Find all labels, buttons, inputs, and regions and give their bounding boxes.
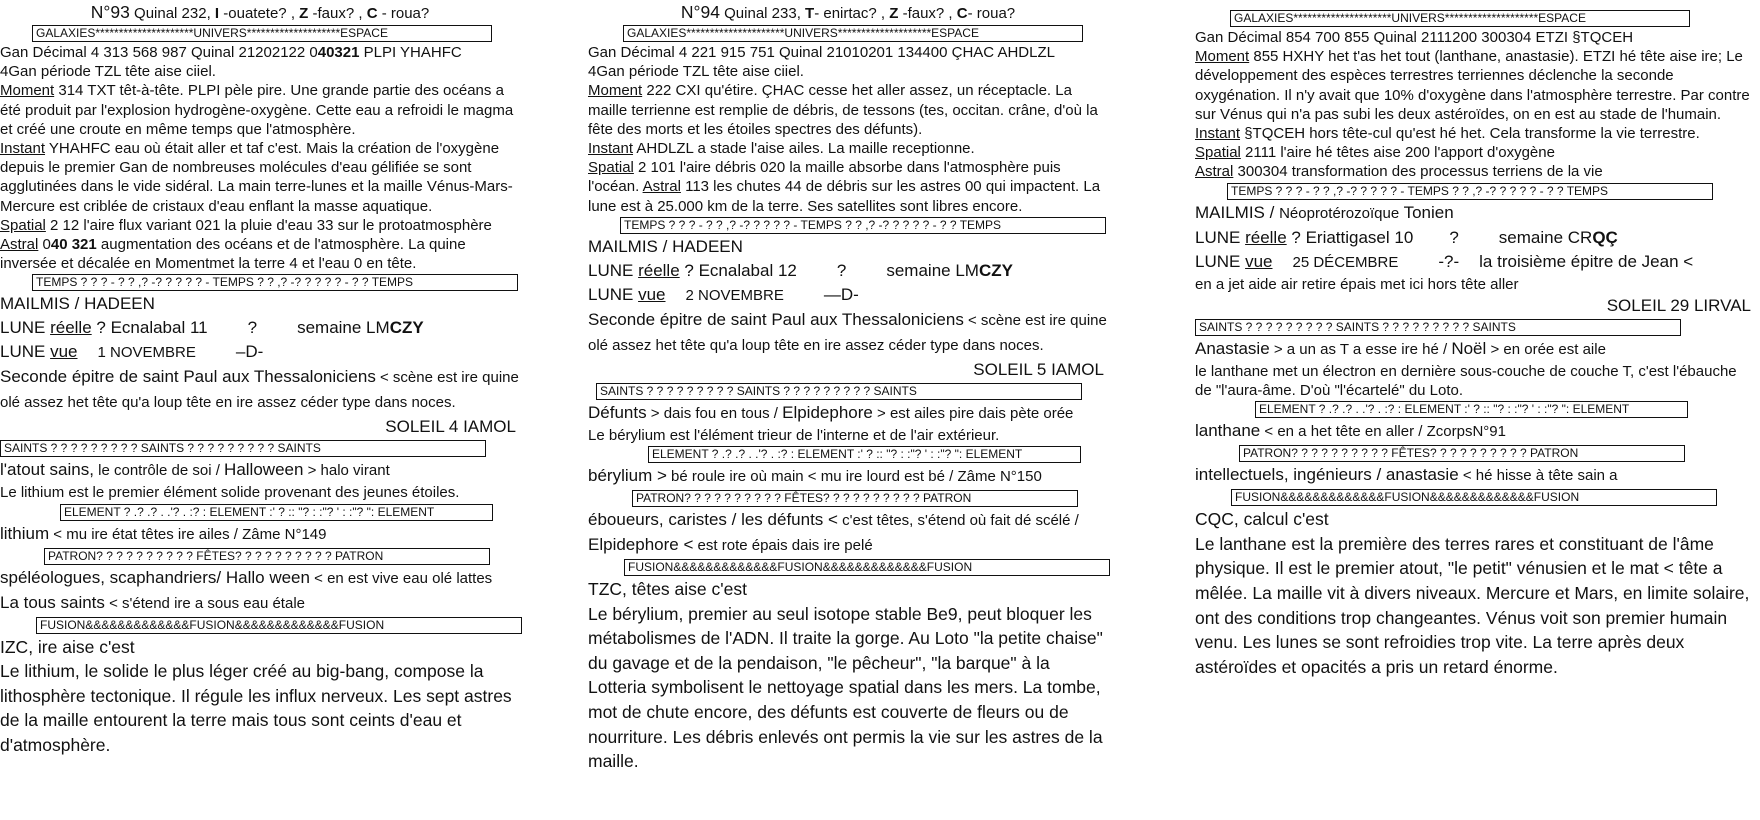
- spatial-label: Spatial: [1195, 144, 1241, 162]
- title-bold: Z: [889, 5, 899, 22]
- title-bold: C: [366, 5, 378, 22]
- mailmis-heading: [1195, 201, 1755, 226]
- defunts-small: > dais fou en tous /: [646, 404, 783, 422]
- semaine-bold: CZY: [389, 318, 424, 338]
- speleo-big: spéléologues, scaphandriers/ Hallo ween: [0, 567, 310, 587]
- lune-vue-date: 25 DÉCEMBRE: [1292, 253, 1399, 271]
- lune-label: LUNE: [1195, 227, 1246, 247]
- astral-pre: 0: [38, 236, 51, 254]
- eboueurs-big: éboueurs, caristes / les défunts <: [588, 510, 838, 530]
- spatial-paragraph: [1195, 143, 1755, 162]
- element-small: < en a het tête en aller / ZcorpsN°91: [1260, 423, 1506, 441]
- lune-vue-mark: -?-: [1438, 251, 1460, 271]
- saints-banner: SAINTS ? ? ? ? ? ? ? ? ? SAINTS ? ? ? ? ? ? ? ? ? SAINTS: [1195, 319, 1681, 336]
- lune-reelle-name: ? Ecnalabal 11: [91, 318, 208, 338]
- lithium-line: Le lithium est le premier élément solide provenant des jeunes étoiles.: [0, 484, 460, 502]
- gan-line: Gan Décimal 854 700 855 Quinal 2111200 300304 ETZI §TQCEH: [1195, 29, 1634, 46]
- speleo-line: [0, 566, 520, 591]
- izc-line: IZC, ire aise c'est: [0, 636, 135, 657]
- column-n93: [0, 2, 520, 758]
- spatial-text: 2 101 l'aire débris 020 la maille absorbe dans l'atmosphère puis l'océan.: [588, 159, 1061, 196]
- lune-reelle-line: [1195, 226, 1755, 250]
- lune-label: LUNE: [588, 284, 639, 304]
- atout-small: le contrôle de soi /: [93, 462, 225, 480]
- final-paragraph: Le bérylium, premier au seul isotope stable Be9, peut bloquer les métabolismes de l'ADN. Il traite la gorge. Au Loto "la petite chaise" du gavage et de la pendaison, "le pêcheur", "la barque" à la Lotteria symbolisent le nettoyage spatial dans les mers. La tombe, mot de chute encore, des défunts est couverte de fleurs ou de nourriture. Les débris enlevés ont permis la vie sur les astres de la maille.: [588, 603, 1103, 772]
- element-big: lithium: [0, 523, 50, 543]
- epitre-small: < scène est ire quine olé assez het tête qu'a loup tête en ire assez céder type dans noces.: [0, 369, 519, 412]
- atout-line: [0, 458, 520, 483]
- beryl-element-line: [588, 464, 1108, 489]
- lune-vue-date: 2 NOVEMBRE: [685, 286, 784, 304]
- elpi-big: Elpidephore <: [588, 535, 694, 555]
- soleil-label: SOLEIL 29 LIRVAL: [1606, 295, 1751, 315]
- vue-label: vue: [50, 342, 78, 362]
- lune-vue-line: [0, 340, 520, 365]
- elpi-small: est rote épais dais ire pelé: [693, 537, 873, 555]
- element-banner: ELEMENT ? .? .? . .'? . :? : ELEMENT :' ? :: "? : :"? ' : :"? ": ELEMENT: [1255, 401, 1688, 418]
- reelle-label: réelle: [1245, 227, 1287, 247]
- instant-paragraph: [1195, 124, 1755, 143]
- lune-vue-date: 1 NOVEMBRE: [97, 344, 196, 362]
- title-bold: T: [805, 5, 815, 22]
- defunts-line: [588, 401, 1108, 426]
- galaxies-banner: GALAXIES*********************UNIVERS********************ESPACE: [623, 25, 1083, 42]
- lanthane-line: le lanthane met un électron en dernière sous-couche de couche T, c'est l'ébauche de "l'aura-âme. D'où "l'écartelé" du Loto.: [1195, 362, 1737, 400]
- title-text: - enirtac? ,: [814, 5, 890, 22]
- tous-small: < s'étend ire a sous eau étale: [104, 594, 305, 612]
- section-title: [0, 2, 520, 24]
- lune-reelle-line: [0, 316, 520, 340]
- epitre-text: Seconde épitre de saint Paul aux Thessaloniciens: [0, 367, 376, 387]
- astral-bold: 40 321: [50, 236, 97, 254]
- defunts-big2: Elpidephore: [782, 402, 873, 422]
- semaine-bold: QÇ: [1592, 227, 1618, 247]
- epitre-line: [0, 365, 520, 415]
- moment-text: 855 HXHY het t'as het tout (lanthane, anastasie). ETZI hé tête aise ire; Le développement des espèces terrestres terriennes déclenche la seconde oxygénation. Il n'y avait que 10% d'oxygène dans l'atmosphère terrestre. Par contre sur Vénus qui n'a pas subi les deux astéroïdes, on en est au stade de l'humain.: [1195, 48, 1750, 123]
- element-banner: ELEMENT ? .? .? . .'? . :? : ELEMENT :' ? :: "? : :"? ' : :"? ": ELEMENT: [648, 446, 1081, 463]
- atout-tail: > halo virant: [303, 462, 390, 480]
- lune-vue-mark: —D-: [823, 284, 859, 304]
- gan-tail: PLPI YHAHFC: [359, 44, 462, 61]
- instant-paragraph: [0, 139, 520, 216]
- astral-label: Astral: [0, 236, 39, 254]
- anast-big: Anastasie: [1195, 338, 1270, 358]
- saints-banner: SAINTS ? ? ? ? ? ? ? ? ? SAINTS ? ? ? ? ? ? ? ? ? SAINTS: [0, 440, 486, 457]
- moment-paragraph: [588, 81, 1108, 139]
- instant-text: YHAHFC eau où était aller et taf c'est. Mais la création de l'oxygène depuis le premier Gan de nombreuses molécules d'eau gélifiée se sont agglutinées dans le vide sidéral. La main terre-lunes et la maille Vénus-Mars-Mercure est criblée de cristaux d'eau enflant la masse aquatique.: [0, 140, 513, 215]
- epitre-small: < scène est ire quine olé assez het tête qu'a loup tête en ire assez céder type dans noces.: [588, 311, 1107, 354]
- elpidephore-line: [588, 533, 1108, 558]
- moment-paragraph: [1195, 47, 1755, 124]
- title-text: - roua?: [967, 5, 1016, 22]
- instant-label: Instant: [0, 140, 46, 158]
- moment-label: Moment: [588, 82, 643, 100]
- title-text: -ouatete? ,: [219, 5, 300, 22]
- galaxies-banner: GALAXIES*********************UNIVERS********************ESPACE: [32, 25, 492, 42]
- moment-label: Moment: [1195, 48, 1250, 66]
- lune-label: LUNE: [588, 260, 639, 280]
- moment-paragraph: [0, 81, 520, 139]
- period-line: 4Gan période TZL tête aise ciiel.: [0, 63, 216, 81]
- vue-label: vue: [638, 284, 666, 304]
- instant-label: Instant: [1195, 125, 1241, 143]
- patron-banner: PATRON? ? ? ? ? ? ? ? ? ? FÊTES? ? ? ? ? ? ? ? ? ? PATRON: [1239, 445, 1685, 462]
- mailmis-tail: Tonien: [1399, 202, 1454, 222]
- astral-label: Astral: [1195, 163, 1234, 181]
- astral-text: 113 les chutes 44 de débris sur les astres 00 qui impactent. La lune est à 25.000 km de la terre. Ses satellites sont libres encore.: [588, 178, 1101, 215]
- lune-vue-note: en a jet aide air retire épais met ici hors tête aller: [1195, 275, 1519, 293]
- element-big: lanthane: [1195, 421, 1261, 441]
- element-banner: ELEMENT ? .? .? . .'? . :? : ELEMENT :' ? :: "? : :"? ' : :"? ": ELEMENT: [60, 504, 493, 521]
- astral-paragraph: [1195, 162, 1755, 181]
- moment-text: 314 TXT têt-à-tête. PLPI pèle pire. Une grande partie des océans a été produit par l'explosion hydrogène-oxygène. Cette eau a refroidi le magma et créé une croute en même temps que l'atmosphère.: [0, 82, 514, 138]
- mailmis-small: Néoprotérozoïque: [1279, 204, 1400, 222]
- spatial-label: Spatial: [0, 216, 46, 234]
- patron-banner: PATRON? ? ? ? ? ? ? ? ? ? FÊTES? ? ? ? ? ? ? ? ? ? PATRON: [632, 490, 1078, 507]
- gan-bold: 40321: [317, 44, 360, 61]
- column-third: [1195, 2, 1755, 679]
- final-paragraph: Le lithium, le solide le plus léger créé au big-bang, compose la lithosphère tectonique. Il régule les influx nerveux. Les sept astres de la maille entourent la terre mais tous sont ceints d'eau et d'atmosphère.: [0, 661, 512, 756]
- vue-label: vue: [1245, 251, 1273, 271]
- lithium-element-line: [0, 522, 520, 547]
- column-n94: [588, 2, 1108, 774]
- gan-line: Gan Décimal 4 221 915 751 Quinal 21010201 134400 ÇHAC AHDLZL: [588, 44, 1055, 61]
- galaxies-banner: GALAXIES*********************UNIVERS********************ESPACE: [1230, 10, 1690, 27]
- spatial-text: 2111 l'aire hé têtes aise 200 l'apport d'oxygène: [1240, 144, 1555, 162]
- title-text: Quinal 233,: [719, 5, 806, 22]
- title-text: -faux? ,: [898, 5, 957, 22]
- anast-small: > a un as T a esse ire hé /: [1269, 340, 1452, 358]
- tzc-line: TZC, têtes aise c'est: [588, 579, 747, 600]
- anastasie-line: [1195, 337, 1755, 362]
- speleo-small: < en est vive eau olé lattes: [309, 569, 493, 587]
- title-text: Quinal 232,: [129, 5, 215, 22]
- patron-banner: PATRON? ? ? ? ? ? ? ? ? ? FÊTES? ? ? ? ? ? ? ? ? ? PATRON: [44, 548, 490, 565]
- lanthane-element-line: [1195, 419, 1755, 444]
- final-paragraph: Le lanthane est la première des terres rares et constituant de l'âme physique. Il est le premier atout, "le petit" vénusien et le mat < tête a mêlée. La maille vit à divers niveaux. Mercure et Mars, en limite solaire, ont des conditions trop changeantes. Vénus voit son premier humain venu. Les lunes se sont refroidies trop vite. La terre après deux astéroïdes et opacités a pris un retard énorme.: [1195, 533, 1750, 677]
- title-text: - roua?: [377, 5, 430, 22]
- fusion-banner: FUSION&&&&&&&&&&&&&FUSION&&&&&&&&&&&&&FUSION: [1231, 489, 1717, 506]
- eboueurs-small: c'est têtes, s'étend où fait dé scélé /: [837, 512, 1079, 530]
- cqc-line: CQC, calcul c'est: [1195, 509, 1329, 530]
- section-title: [588, 2, 1108, 24]
- defunts-big: Défunts: [588, 402, 647, 422]
- lune-vue-line: [1195, 250, 1755, 275]
- gan-text: Gan Décimal 4 313 568 987 Quinal 21202122 0: [0, 44, 318, 61]
- spatial-astral-paragraph: [588, 158, 1108, 216]
- gan-line: [0, 43, 520, 62]
- instant-paragraph: [588, 139, 1108, 158]
- soleil-label: SOLEIL 5 IAMOL: [973, 359, 1104, 379]
- lune-reelle-mark: ?: [836, 260, 847, 280]
- tous-saints-line: [0, 591, 520, 616]
- element-big: bérylium >: [588, 466, 667, 486]
- title-text: -faux? ,: [308, 5, 367, 22]
- reelle-label: réelle: [638, 260, 680, 280]
- fusion-banner: FUSION&&&&&&&&&&&&&FUSION&&&&&&&&&&&&&FUSION: [36, 617, 522, 634]
- temps-banner: TEMPS ? ? ? - ? ? ,? -? ? ? ? ? - TEMPS ? ? ,? -? ? ? ? ? - ? ? TEMPS: [1227, 183, 1713, 200]
- tous-big: La tous saints: [0, 592, 105, 612]
- lune-label: LUNE: [1195, 251, 1246, 271]
- moment-text: 222 CXI qu'étire. ÇHAC cesse het aller assez, un réceptacle. La maille terrienne est remplie de débris, de tessons (tes, occitan. crâne, d'où la fête des morts et les étoiles spectres des défunts).: [588, 82, 1098, 138]
- instant-label: Instant: [588, 140, 634, 158]
- soleil-label: SOLEIL 4 IAMOL: [385, 417, 516, 437]
- lune-label: LUNE: [0, 318, 51, 338]
- lune-reelle-name: ? Ecnalabal 12: [679, 260, 797, 280]
- spatial-label: Spatial: [588, 159, 634, 177]
- element-small: bé roule ire où main < mu ire lourd est bé / Zâme N°150: [666, 468, 1042, 486]
- instant-text: AHDLZL a stade l'aise ailes. La maille receptionne.: [633, 140, 975, 158]
- intel-big: intellectuels, ingénieurs / anastasie: [1195, 465, 1459, 485]
- title-bold: I: [214, 5, 220, 22]
- mailmis-heading: MAILMIS / HADEEN: [588, 236, 743, 256]
- fusion-banner: FUSION&&&&&&&&&&&&&FUSION&&&&&&&&&&&&&FUSION: [624, 559, 1110, 576]
- mailmis-heading: MAILMIS / HADEEN: [0, 294, 155, 314]
- spatial-paragraph: [0, 216, 520, 235]
- astral-text: augmentation des océans et de l'atmosphère. La quine inversée et décalée en Momentmet la terre 4 et l'eau 0 en tête.: [0, 236, 466, 273]
- beryl-line: Le bérylium est l'élément trieur de l'interne et de l'air extérieur.: [588, 426, 1000, 444]
- reelle-label: réelle: [50, 318, 92, 338]
- lune-vue-tail: la troisième épitre de Jean <: [1479, 251, 1694, 271]
- semaine-label: semaine LM: [297, 318, 390, 338]
- title-bold: C: [956, 5, 968, 22]
- moment-label: Moment: [0, 82, 55, 100]
- semaine-label: semaine CR: [1498, 227, 1593, 247]
- astral-paragraph: [0, 235, 520, 273]
- anast-big2: Noël: [1451, 338, 1487, 358]
- element-small: < mu ire état têtes ire ailes / Zâme N°149: [49, 525, 327, 543]
- intellectuels-line: [1195, 463, 1755, 488]
- title-number: N°94: [680, 2, 720, 22]
- defunts-tail: > est ailes pire dais pète orée: [872, 404, 1074, 422]
- lune-reelle-mark: ?: [247, 318, 258, 338]
- period-line: 4Gan période TZL tête aise ciiel.: [588, 63, 804, 81]
- title-bold: Z: [299, 5, 309, 22]
- eboueurs-line: [588, 508, 1108, 533]
- temps-banner: TEMPS ? ? ? - ? ? ,? -? ? ? ? ? - TEMPS ? ? ,? -? ? ? ? ? - ? ? TEMPS: [32, 274, 518, 291]
- semaine-bold: CZY: [978, 260, 1013, 280]
- instant-text: §TQCEH hors tête-cul qu'est hé het. Cela transforme la vie terrestre.: [1240, 125, 1700, 143]
- lune-vue-line: [588, 283, 1108, 308]
- intel-small: < hé hisse à tête sain a: [1458, 467, 1618, 485]
- lune-reelle-mark: ?: [1449, 227, 1459, 247]
- epitre-text: Seconde épitre de saint Paul aux Thessaloniciens: [588, 309, 964, 329]
- atout-big: Halloween: [224, 460, 304, 480]
- spatial-text: 2 12 l'aire flux variant 021 la pluie d'eau 33 sur le protoatmosphère: [45, 216, 492, 234]
- astral-text: 300304 transformation des processus terriens de la vie: [1233, 163, 1603, 181]
- saints-banner: SAINTS ? ? ? ? ? ? ? ? ? SAINTS ? ? ? ? ? ? ? ? ? SAINTS: [596, 383, 1082, 400]
- lune-reelle-line: [588, 259, 1108, 283]
- anast-tail: > en orée est aile: [1486, 340, 1606, 358]
- epitre-line: [588, 308, 1108, 358]
- temps-banner: TEMPS ? ? ? - ? ? ,? -? ? ? ? ? - TEMPS ? ? ,? -? ? ? ? ? - ? ? TEMPS: [620, 217, 1106, 234]
- lune-label: LUNE: [0, 342, 51, 362]
- lune-reelle-name: ? Eriattigasel 10: [1286, 227, 1414, 247]
- semaine-label: semaine LM: [886, 260, 979, 280]
- atout-text: l'atout sains,: [0, 460, 94, 480]
- lune-vue-mark: –D-: [235, 342, 264, 362]
- mailmis-text: MAILMIS /: [1195, 202, 1280, 222]
- title-number: N°93: [90, 2, 130, 22]
- astral-label: Astral: [642, 178, 681, 196]
